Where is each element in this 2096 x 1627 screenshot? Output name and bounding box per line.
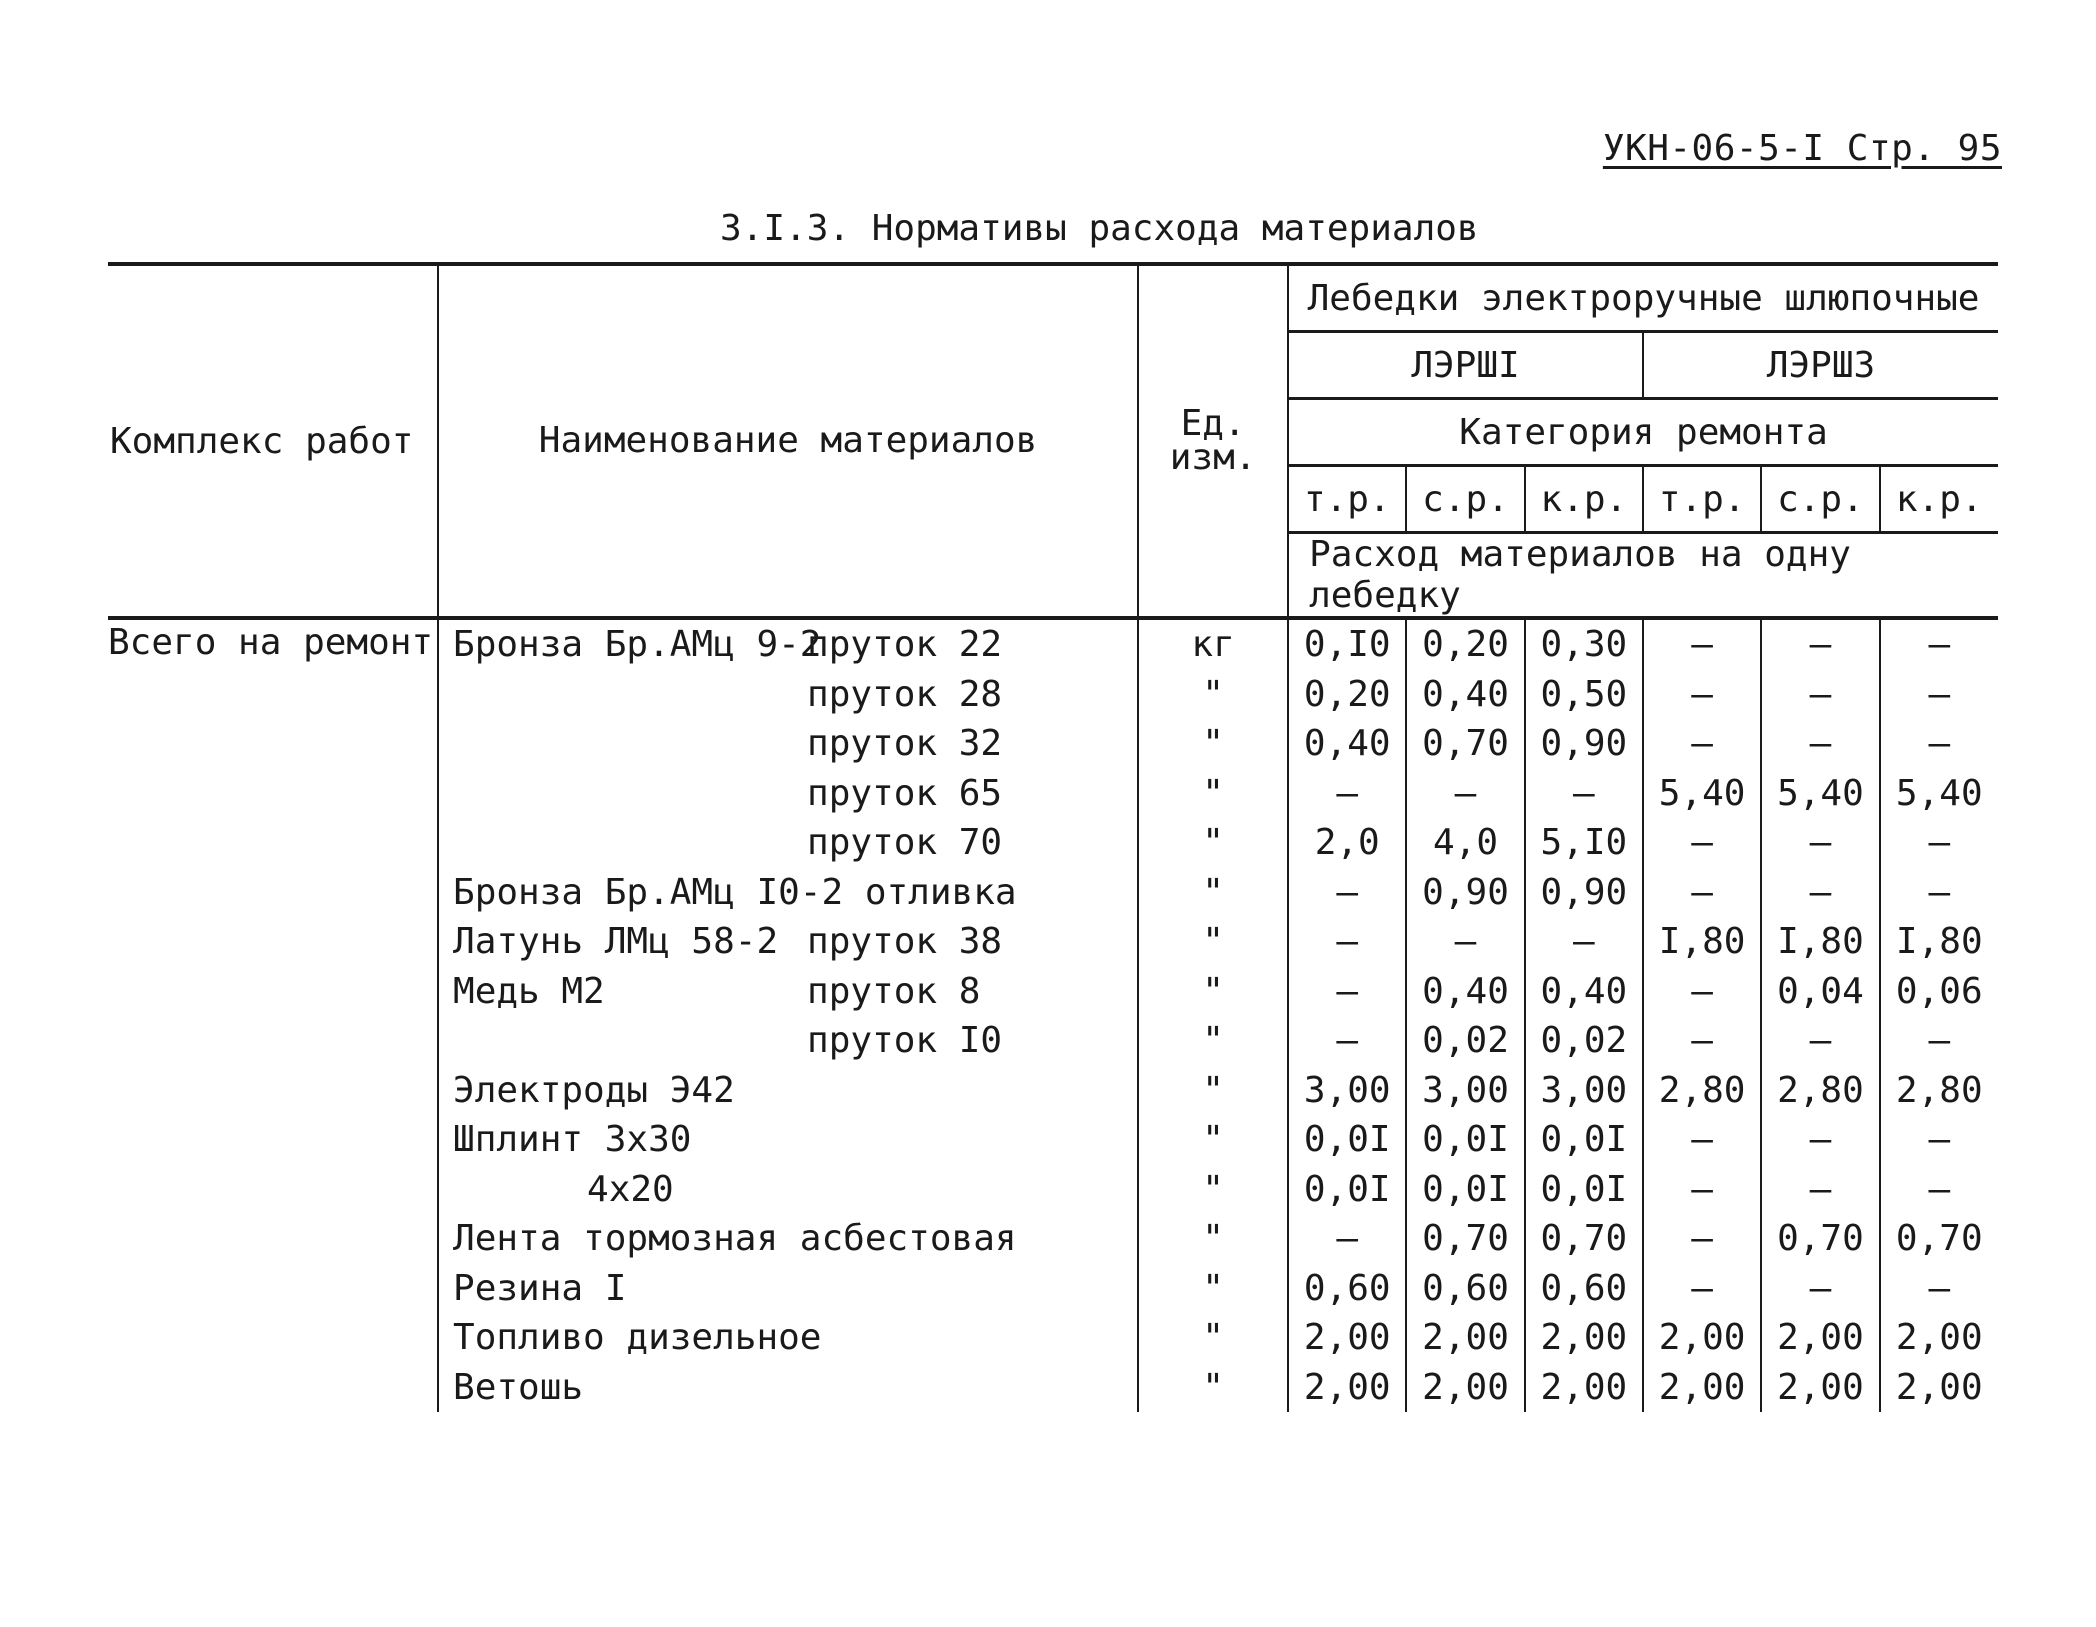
material-name: Электроды Э42 bbox=[453, 1069, 735, 1111]
value-cell: – bbox=[1643, 1115, 1761, 1165]
value-cell: – bbox=[1761, 670, 1879, 720]
value-cell: 0,60 bbox=[1406, 1264, 1524, 1314]
value-cell: 2,00 bbox=[1761, 1313, 1879, 1363]
value-cell: 3,00 bbox=[1525, 1066, 1643, 1116]
unit-cell: " bbox=[1138, 670, 1288, 720]
unit-cell: " bbox=[1138, 1165, 1288, 1215]
value-cell: 2,0 bbox=[1288, 818, 1406, 868]
value-cell: 0,60 bbox=[1288, 1264, 1406, 1314]
material-name: Медь М2 bbox=[453, 970, 605, 1012]
value-cell: – bbox=[1643, 1214, 1761, 1264]
unit-cell: " bbox=[1138, 967, 1288, 1017]
material-name: Шплинт 3х30 bbox=[453, 1119, 692, 1160]
value-cell: 0,04 bbox=[1761, 967, 1879, 1017]
value-cell: – bbox=[1525, 769, 1643, 819]
value-cell: 0,06 bbox=[1880, 967, 1998, 1017]
value-cell: 2,00 bbox=[1288, 1313, 1406, 1363]
value-cell: 0,20 bbox=[1288, 670, 1406, 720]
value-cell: 5,40 bbox=[1880, 769, 1998, 819]
material-form: 4х20 bbox=[587, 1168, 674, 1210]
value-cell: 2,00 bbox=[1406, 1363, 1524, 1413]
material-form: пруток 32 bbox=[807, 723, 1003, 764]
unit-cell: " bbox=[1138, 1016, 1288, 1066]
material-form: пруток 38 bbox=[807, 921, 1003, 962]
header-model-1: ЛЭРШI bbox=[1288, 332, 1643, 399]
value-cell: – bbox=[1880, 868, 1998, 918]
value-cell: – bbox=[1880, 719, 1998, 769]
value-cell: – bbox=[1761, 1016, 1879, 1066]
unit-cell: кг bbox=[1138, 618, 1288, 670]
header-sub-5: с.р. bbox=[1761, 466, 1879, 533]
unit-cell: " bbox=[1138, 1363, 1288, 1413]
value-cell: 3,00 bbox=[1406, 1066, 1524, 1116]
value-cell: – bbox=[1880, 1115, 1998, 1165]
value-cell: – bbox=[1761, 868, 1879, 918]
unit-cell: " bbox=[1138, 719, 1288, 769]
material-cell bbox=[438, 1363, 1138, 1413]
value-cell: – bbox=[1288, 769, 1406, 819]
value-cell: – bbox=[1761, 1115, 1879, 1165]
material-cell bbox=[438, 1066, 1138, 1116]
material-name: Топливо дизельное bbox=[453, 1317, 822, 1358]
value-cell: – bbox=[1643, 1165, 1761, 1215]
value-cell: – bbox=[1880, 1016, 1998, 1066]
value-cell: 0,90 bbox=[1525, 868, 1643, 918]
value-cell: – bbox=[1643, 818, 1761, 868]
value-cell: – bbox=[1880, 618, 1998, 670]
material-form: пруток 65 bbox=[807, 772, 1003, 814]
material-form: пруток 22 bbox=[807, 624, 1003, 665]
unit-cell: " bbox=[1138, 868, 1288, 918]
value-cell: 0,0I bbox=[1288, 1165, 1406, 1215]
material-cell bbox=[438, 618, 1138, 670]
header-sub-3: к.р. bbox=[1525, 466, 1643, 533]
value-cell: 0,50 bbox=[1525, 670, 1643, 720]
material-form: пруток 8 bbox=[807, 970, 981, 1012]
header-model-2: ЛЭРШ3 bbox=[1643, 332, 1998, 399]
value-cell: – bbox=[1643, 1264, 1761, 1314]
material-form: пруток 28 bbox=[807, 673, 1003, 715]
value-cell: – bbox=[1761, 1165, 1879, 1215]
header-work: Комплекс работ bbox=[108, 264, 438, 618]
material-cell bbox=[438, 967, 1138, 1017]
header-repair-category: Категория ремонта bbox=[1288, 399, 1998, 466]
work-label: Всего на ремонт bbox=[108, 622, 434, 663]
value-cell: – bbox=[1288, 1214, 1406, 1264]
value-cell: 0,I0 bbox=[1288, 618, 1406, 670]
material-form: пруток 70 bbox=[807, 822, 1003, 863]
material-cell bbox=[438, 818, 1138, 868]
material-cell bbox=[438, 1115, 1138, 1165]
value-cell: – bbox=[1643, 1016, 1761, 1066]
value-cell: – bbox=[1288, 917, 1406, 967]
value-cell: – bbox=[1406, 917, 1524, 967]
value-cell: – bbox=[1643, 670, 1761, 720]
value-cell: – bbox=[1761, 818, 1879, 868]
value-cell: 2,00 bbox=[1525, 1313, 1643, 1363]
value-cell: – bbox=[1643, 967, 1761, 1017]
unit-cell: " bbox=[1138, 769, 1288, 819]
value-cell: 0,02 bbox=[1525, 1016, 1643, 1066]
value-cell: 0,60 bbox=[1525, 1264, 1643, 1314]
value-cell: 0,20 bbox=[1406, 618, 1524, 670]
value-cell: 0,70 bbox=[1406, 1214, 1524, 1264]
value-cell: – bbox=[1288, 967, 1406, 1017]
value-cell: – bbox=[1288, 868, 1406, 918]
value-cell: – bbox=[1288, 1016, 1406, 1066]
value-cell: 0,90 bbox=[1406, 868, 1524, 918]
value-cell: 2,00 bbox=[1288, 1363, 1406, 1413]
unit-cell: " bbox=[1138, 1115, 1288, 1165]
value-cell: 0,0I bbox=[1288, 1115, 1406, 1165]
material-name: Бронза Бр.АМц 9-2 bbox=[453, 624, 822, 665]
value-cell: 0,70 bbox=[1761, 1214, 1879, 1264]
value-cell: 3,00 bbox=[1288, 1066, 1406, 1116]
material-cell bbox=[438, 1016, 1138, 1066]
value-cell: 0,0I bbox=[1525, 1115, 1643, 1165]
material-name: Резина I bbox=[453, 1267, 627, 1309]
material-cell bbox=[438, 719, 1138, 769]
page-reference: УКН-06-5-I Стр. 95 bbox=[1602, 128, 2002, 169]
value-cell: 0,70 bbox=[1525, 1214, 1643, 1264]
value-cell: 0,40 bbox=[1406, 670, 1524, 720]
value-cell: – bbox=[1643, 618, 1761, 670]
material-name: Латунь ЛМц 58-2 bbox=[453, 921, 779, 962]
material-cell bbox=[438, 1214, 1138, 1264]
value-cell: 0,0I bbox=[1406, 1165, 1524, 1215]
value-cell: – bbox=[1761, 618, 1879, 670]
value-cell: 0,70 bbox=[1880, 1214, 1998, 1264]
value-cell: 0,40 bbox=[1288, 719, 1406, 769]
value-cell: – bbox=[1880, 818, 1998, 868]
value-cell: 2,00 bbox=[1406, 1313, 1524, 1363]
value-cell: 2,00 bbox=[1880, 1363, 1998, 1413]
value-cell: 0,02 bbox=[1406, 1016, 1524, 1066]
value-cell: 2,00 bbox=[1643, 1363, 1761, 1413]
value-cell: 2,00 bbox=[1525, 1363, 1643, 1413]
value-cell: – bbox=[1761, 719, 1879, 769]
value-cell: 4,0 bbox=[1406, 818, 1524, 868]
material-name: Бронза Бр.АМц I0-2 отливка bbox=[453, 871, 1017, 913]
value-cell: 0,0I bbox=[1525, 1165, 1643, 1215]
header-sub-4: т.р. bbox=[1643, 466, 1761, 533]
material-name: Лента тормозная асбестовая bbox=[453, 1218, 1017, 1259]
value-cell: I,80 bbox=[1761, 917, 1879, 967]
value-cell: I,80 bbox=[1880, 917, 1998, 967]
value-cell: 2,80 bbox=[1761, 1066, 1879, 1116]
value-cell: 5,40 bbox=[1761, 769, 1879, 819]
material-cell bbox=[438, 1264, 1138, 1314]
value-cell: – bbox=[1406, 769, 1524, 819]
material-cell bbox=[438, 868, 1138, 918]
value-cell: 2,00 bbox=[1643, 1313, 1761, 1363]
header-unit: Ед. изм. bbox=[1138, 264, 1288, 618]
value-cell: 2,00 bbox=[1880, 1313, 1998, 1363]
materials-norms-table bbox=[108, 262, 1998, 1412]
value-cell: – bbox=[1761, 1264, 1879, 1314]
material-cell bbox=[438, 917, 1138, 967]
value-cell: 2,80 bbox=[1643, 1066, 1761, 1116]
materials-rows bbox=[108, 618, 1998, 1412]
header-material: Наименование материалов bbox=[438, 264, 1138, 618]
header-consumption: Расход материалов на одну лебедку bbox=[1288, 533, 1998, 619]
header-sub-1: т.р. bbox=[1288, 466, 1406, 533]
value-cell: I,80 bbox=[1643, 917, 1761, 967]
material-cell bbox=[438, 769, 1138, 819]
material-cell bbox=[438, 1165, 1138, 1215]
material-cell bbox=[438, 670, 1138, 720]
value-cell: – bbox=[1880, 1165, 1998, 1215]
unit-cell: " bbox=[1138, 1214, 1288, 1264]
value-cell: – bbox=[1643, 868, 1761, 918]
unit-cell: " bbox=[1138, 818, 1288, 868]
material-form: пруток I0 bbox=[807, 1020, 1003, 1061]
value-cell: 5,40 bbox=[1643, 769, 1761, 819]
header-sub-6: к.р. bbox=[1880, 466, 1998, 533]
header-group: Лебедки электроручные шлюпочные bbox=[1288, 264, 1998, 332]
value-cell: – bbox=[1880, 670, 1998, 720]
unit-cell: " bbox=[1138, 1313, 1288, 1363]
value-cell: – bbox=[1643, 719, 1761, 769]
table-row bbox=[108, 618, 1998, 670]
value-cell: 5,I0 bbox=[1525, 818, 1643, 868]
value-cell: 0,40 bbox=[1406, 967, 1524, 1017]
section-title: 3.I.3. Нормативы расхода материалов bbox=[720, 208, 1479, 249]
value-cell: 2,80 bbox=[1880, 1066, 1998, 1116]
value-cell: 0,40 bbox=[1525, 967, 1643, 1017]
value-cell: – bbox=[1525, 917, 1643, 967]
value-cell: 0,70 bbox=[1406, 719, 1524, 769]
unit-cell: " bbox=[1138, 1066, 1288, 1116]
value-cell: 0,30 bbox=[1525, 618, 1643, 670]
material-name: Ветошь bbox=[453, 1366, 584, 1408]
value-cell: 0,0I bbox=[1406, 1115, 1524, 1165]
header-sub-2: с.р. bbox=[1406, 466, 1524, 533]
value-cell: – bbox=[1880, 1264, 1998, 1314]
material-cell bbox=[438, 1313, 1138, 1363]
value-cell: 0,90 bbox=[1525, 719, 1643, 769]
value-cell: 2,00 bbox=[1761, 1363, 1879, 1413]
unit-cell: " bbox=[1138, 1264, 1288, 1314]
unit-cell: " bbox=[1138, 917, 1288, 967]
